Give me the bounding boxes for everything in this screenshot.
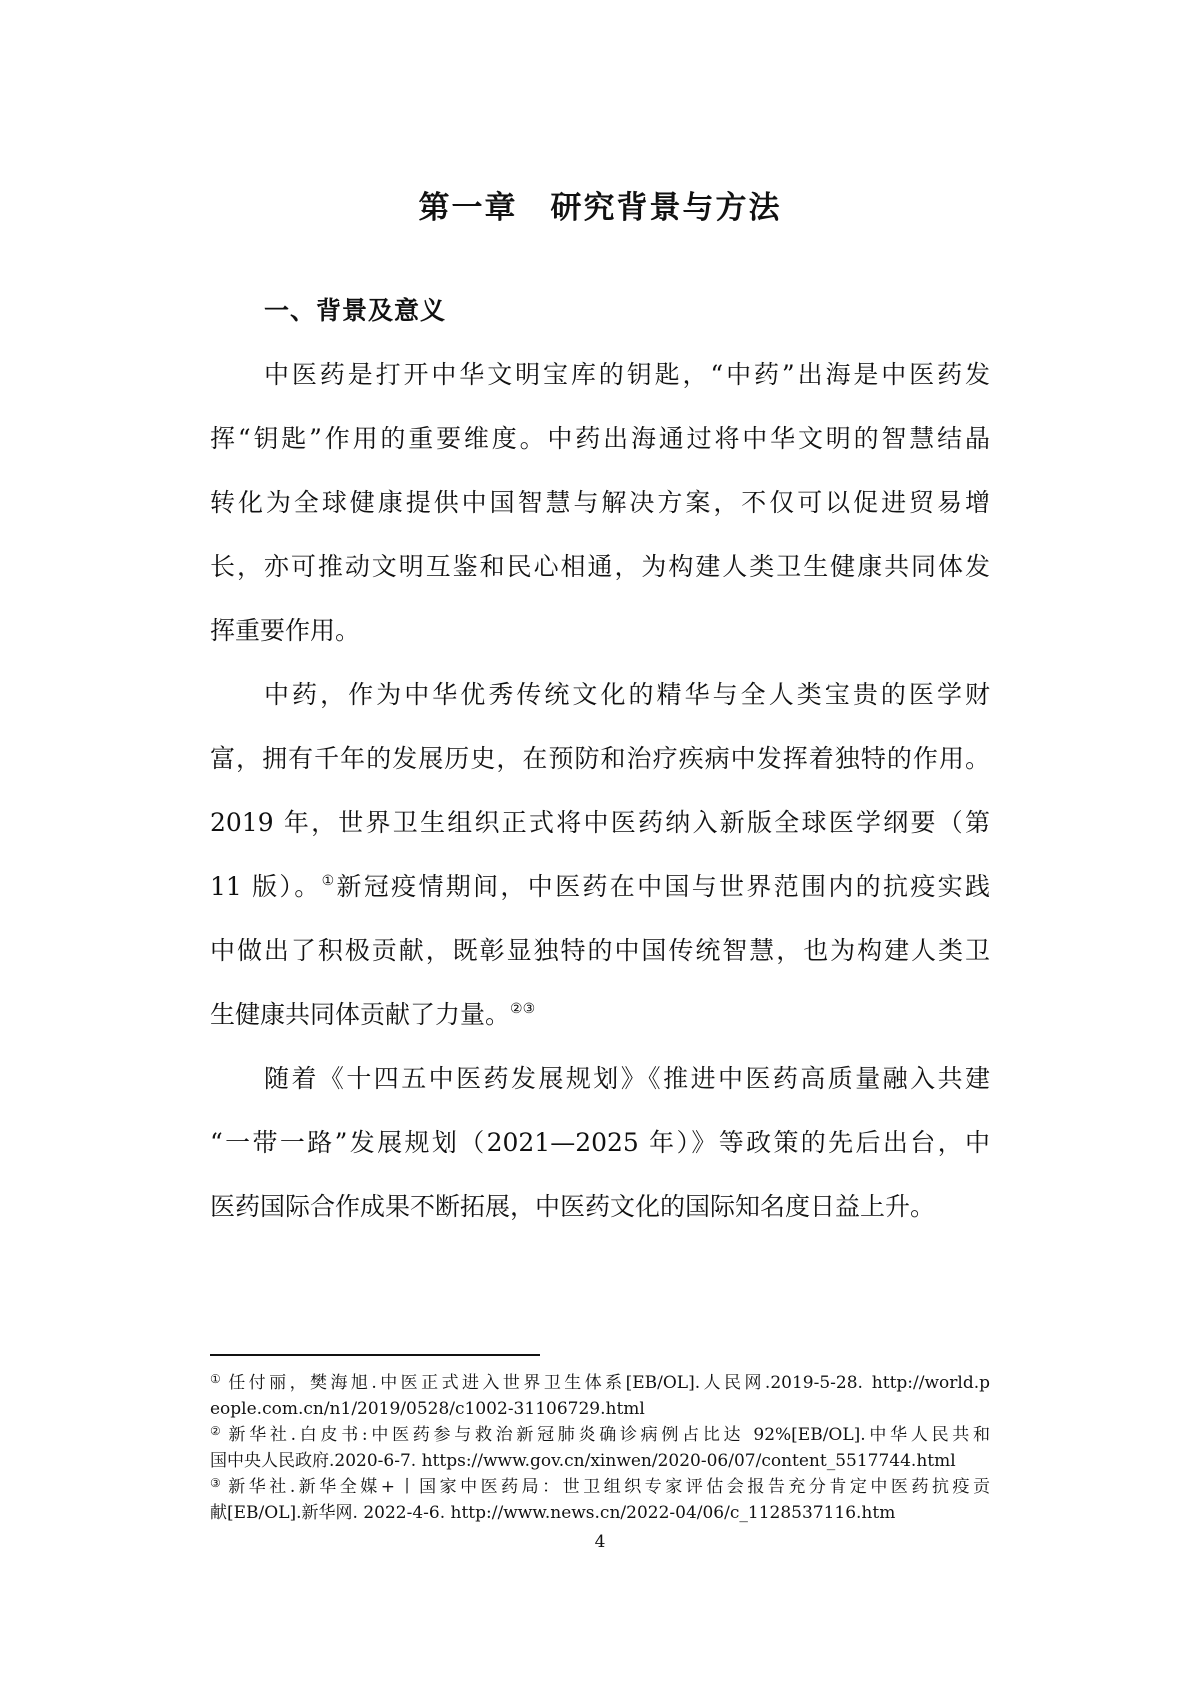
paragraph-2-line-3: 2019 年，世界卫生组织正式将中医药纳入新版全球医学纲要（第: [210, 808, 990, 837]
footnote-3-text: 新华社.新华全媒+丨国家中医药局：世卫组织专家评估会报告充分肯定中医药抗疫贡: [228, 1477, 990, 1497]
paragraph-3-line-3: 医药国际合作成果不断拓展，中医药文化的国际知名度日益上升。: [210, 1192, 936, 1221]
paragraph-2-line-4: [210, 872, 990, 902]
paragraph-1-line-1: 中医药是打开中华文明宝库的钥匙，“中药”出海是中医药发: [264, 360, 990, 389]
paragraph-2-line-4-start: 11 版）。: [210, 872, 322, 901]
footnote-1-mark: ①: [210, 1372, 225, 1386]
footnote-2-text: 新华社.白皮书:中医药参与救治新冠肺炎确诊病例占比达 92%[EB/OL].中华人民共和: [228, 1425, 991, 1445]
section-heading: 一、背景及意义: [264, 296, 447, 325]
footnote-1-text: 任付丽，樊海旭.中医正式进入世界卫生体系[EB/OL].人民网.2019-5-28. http://world.p: [228, 1373, 990, 1393]
paragraph-1-line-3: 转化为全球健康提供中国智慧与解决方案，不仅可以促进贸易增: [210, 488, 990, 517]
footnote-2-line-2[interactable]: 国中央人民政府.2020-6-7. https://www.gov.cn/xinwen/2020-06/07/content_5517744.html: [210, 1451, 956, 1471]
page-number: 4: [594, 1532, 606, 1552]
chapter-title: 第一章 研究背景与方法: [418, 190, 782, 226]
footnote-ref-2-3[interactable]: ②③: [510, 1001, 536, 1017]
paragraph-2-line-6: [210, 1000, 990, 1030]
footnote-ref-1[interactable]: ①: [321, 873, 337, 889]
footnote-1-line-1: [210, 1372, 990, 1394]
paragraph-1-line-2: 挥“钥匙”作用的重要维度。中药出海通过将中华文明的智慧结晶: [210, 424, 990, 453]
footnote-3-mark: ③: [210, 1476, 225, 1490]
footnote-divider: [210, 1354, 540, 1356]
footnote-2-mark: ②: [210, 1424, 225, 1438]
paragraph-2-line-1: 中药，作为中华优秀传统文化的精华与全人类宝贵的医学财: [264, 680, 990, 709]
paragraph-1-line-5: 挥重要作用。: [210, 616, 361, 645]
footnote-3-line-1: [210, 1476, 990, 1498]
paragraph-3-line-2: “一带一路”发展规划（2021—2025 年）》等政策的先后出台，中: [210, 1128, 990, 1157]
footnote-3-line-2[interactable]: 献[EB/OL].新华网. 2022-4-6. http://www.news.cn/2022-04/06/c_1128537116.htm: [210, 1503, 896, 1523]
paragraph-1-line-4: 长，亦可推动文明互鉴和民心相通，为构建人类卫生健康共同体发: [210, 552, 990, 581]
paragraph-2-line-2: 富，拥有千年的发展历史，在预防和治疗疾病中发挥着独特的作用。: [210, 744, 990, 773]
footnote-2-line-1: [210, 1424, 990, 1446]
paragraph-2-line-4-end: 新冠疫情期间，中医药在中国与世界范围内的抗疫实践: [336, 872, 990, 901]
paragraph-2-line-5: 中做出了积极贡献，既彰显独特的中国传统智慧，也为构建人类卫: [210, 936, 990, 965]
footnote-1-line-2[interactable]: eople.com.cn/n1/2019/0528/c1002-31106729.html: [210, 1399, 645, 1419]
paragraph-2-line-6-text: 生健康共同体贡献了力量。: [210, 1000, 511, 1029]
paragraph-3-line-1: 随着《十四五中医药发展规划》《推进中医药高质量融入共建: [264, 1064, 990, 1093]
